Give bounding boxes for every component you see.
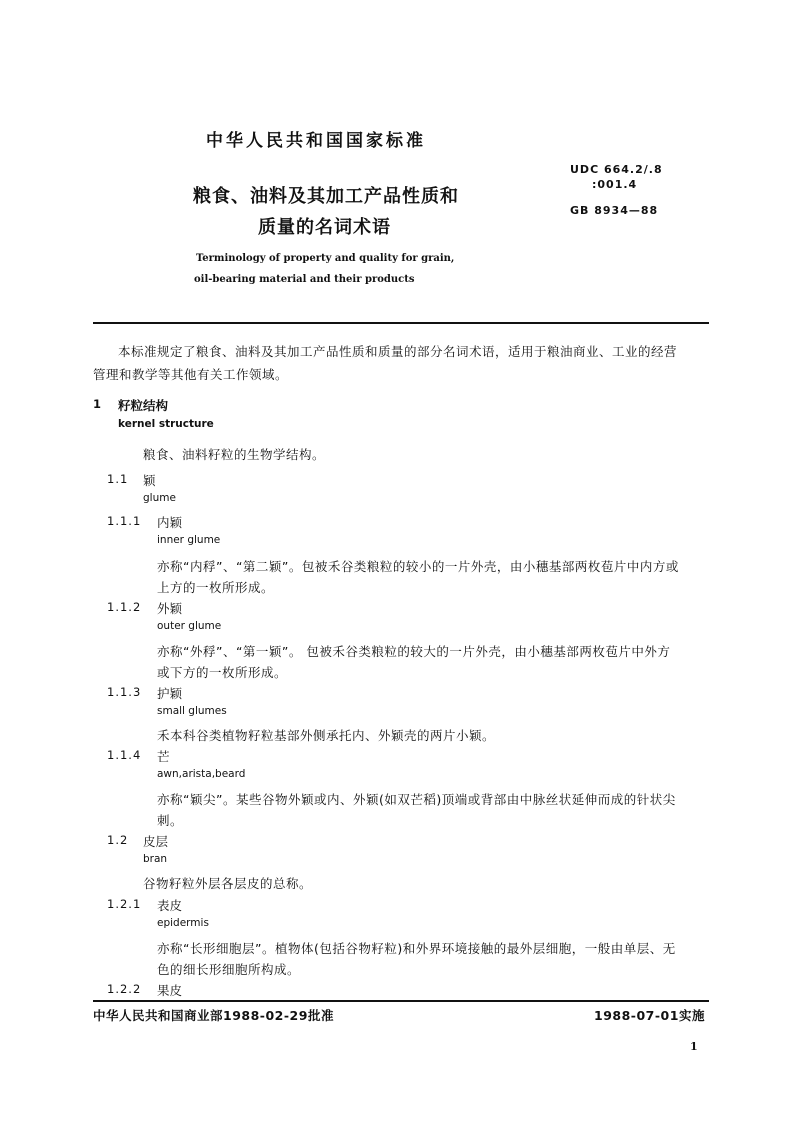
section-1-2-1-term: 表皮	[157, 898, 183, 913]
section-1-1-2-english: outer glume	[157, 620, 222, 632]
section-1-definition: 粮食、油料籽粒的生物学结构。	[143, 447, 326, 462]
udc-code-line1: UDC 664.2/.8	[570, 163, 663, 176]
english-title-line2: oil-bearing material and their products	[194, 274, 415, 285]
intro-line2: 管理和教学等其他有关工作领域。	[93, 367, 289, 382]
section-1-2-1-def-line2: 色的细长形细胞所构成。	[157, 962, 301, 977]
section-1-term: 籽粒结构	[118, 398, 169, 413]
page-number: 1	[690, 1040, 698, 1053]
udc-code-line2: :001.4	[592, 178, 638, 191]
section-1-1-english: glume	[143, 492, 176, 504]
gb-standard-code: GB 8934—88	[570, 204, 659, 217]
section-1-2-term: 皮层	[143, 834, 169, 849]
section-1-1-1-english: inner glume	[157, 534, 221, 546]
section-1-1-4-english: awn,arista,beard	[157, 768, 246, 780]
section-1-2-2-term: 果皮	[157, 983, 183, 998]
section-1-1-2-number: 1.1.2	[107, 600, 142, 614]
document-title-line2: 质量的名词术语	[258, 217, 391, 238]
national-standard-heading: 中华人民共和国国家标准	[206, 131, 426, 151]
section-1-1-2-def-line1: 亦称“外稃”、“第一颖”。 包被禾谷类粮粒的较大的一片外壳，由小穗基部两枚苞片中外方	[157, 644, 671, 659]
section-1-2-2-number: 1.2.2	[107, 982, 142, 996]
footer-divider	[93, 1000, 709, 1002]
section-1-1-3-def-line1: 禾本科谷类植物籽粒基部外侧承托内、外颖壳的两片小颖。	[157, 728, 496, 743]
section-1-1-1-def-line2: 上方的一枚所形成。	[157, 580, 275, 595]
approval-statement: 中华人民共和国商业部1988-02-29批准	[93, 1008, 334, 1023]
header-divider	[93, 322, 709, 324]
implementation-date: 1988-07-01实施	[594, 1008, 705, 1023]
section-1-1-term: 颖	[143, 473, 156, 488]
section-1-number: 1	[93, 397, 103, 411]
intro-line1: 本标准规定了粮食、油料及其加工产品性质和质量的部分名词术语，适用于粮油商业、工业的经营	[118, 344, 678, 359]
section-1-1-1-number: 1.1.1	[107, 514, 142, 528]
section-1-2-1-def-line1: 亦称“长形细胞层”。植物体(包括谷物籽粒)和外界环境接触的最外层细胞，一般由单层、无	[157, 941, 676, 956]
english-title-line1: Terminology of property and quality for grain,	[196, 253, 455, 264]
section-1-1-4-term: 芒	[157, 749, 170, 764]
section-1-2-1-number: 1.2.1	[107, 897, 142, 911]
section-1-1-2-term: 外颖	[157, 601, 183, 616]
section-1-1-4-number: 1.1.4	[107, 748, 142, 762]
section-1-english: kernel structure	[118, 418, 214, 430]
section-1-1-3-term: 护颖	[157, 686, 183, 701]
section-1-1-number: 1.1	[107, 472, 129, 486]
section-1-2-english: bran	[143, 853, 168, 865]
section-1-2-def-line1: 谷物籽粒外层各层皮的总称。	[143, 876, 313, 891]
section-1-1-4-def-line2: 刺。	[157, 813, 184, 828]
document-title-line1: 粮食、油料及其加工产品性质和	[193, 186, 459, 207]
section-1-1-1-def-line1: 亦称“内稃”、“第二颖”。包被禾谷类粮粒的较小的一片外壳，由小穗基部两枚苞片中内方或	[157, 559, 679, 574]
section-1-1-3-number: 1.1.3	[107, 685, 142, 699]
section-1-1-3-english: small glumes	[157, 705, 227, 717]
section-1-2-number: 1.2	[107, 833, 129, 847]
section-1-2-1-english: epidermis	[157, 917, 209, 929]
section-1-1-4-def-line1: 亦称“颖尖”。某些谷物外颖或内、外颖(如双芒稻)顶端或背部由中脉丝状延伸而成的针状尖	[157, 792, 676, 807]
section-1-1-1-term: 内颖	[157, 515, 183, 530]
section-1-1-2-def-line2: 或下方的一枚所形成。	[157, 665, 288, 680]
